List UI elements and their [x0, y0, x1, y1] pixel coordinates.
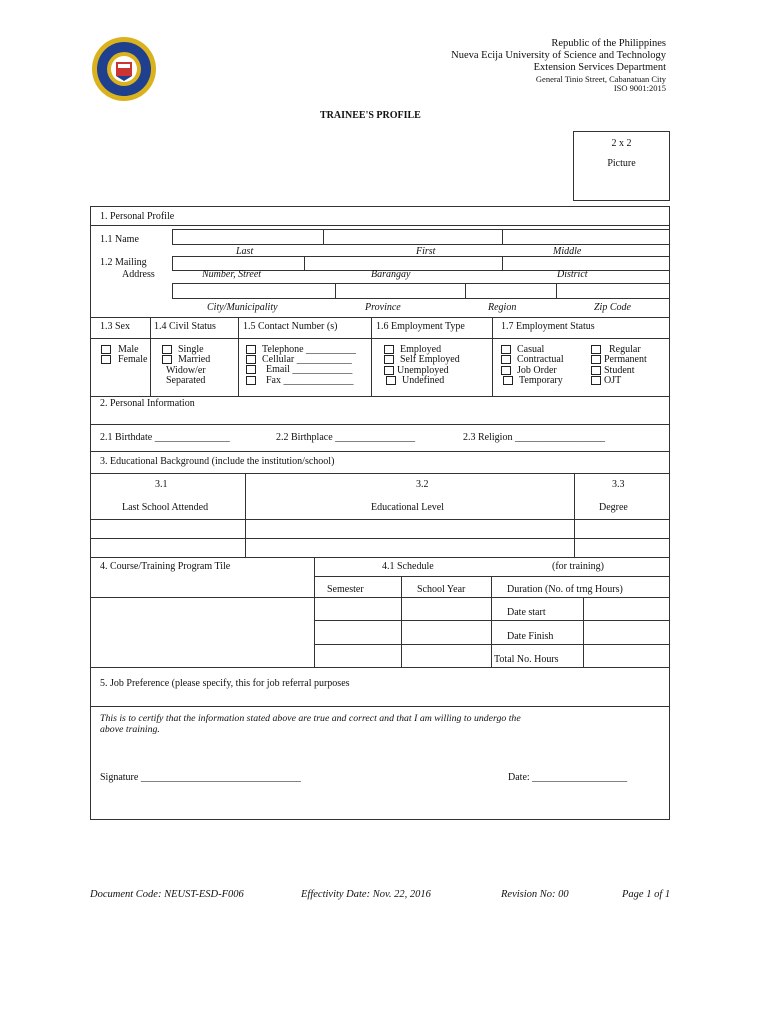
employed-label: Employed	[400, 344, 442, 355]
unemployed-checkbox[interactable]	[384, 366, 394, 375]
header-university: Nueva Ecija University of Science and Technology	[451, 50, 666, 61]
footer-page: Page 1 of 1	[622, 889, 671, 900]
permanent-label: Permanent	[604, 354, 647, 365]
separated-label: Separated	[166, 375, 206, 386]
cellular-label: Cellular ___________	[262, 354, 352, 365]
section5-heading: 5. Job Preference (please specify, this for job referral purposes	[100, 678, 350, 689]
degree-header: Degree	[599, 502, 628, 513]
name-label: 1.1 Name	[100, 234, 139, 245]
address-city-field[interactable]	[172, 283, 336, 299]
single-checkbox[interactable]	[162, 345, 172, 354]
semester-header: Semester	[327, 584, 364, 595]
student-checkbox[interactable]	[591, 366, 601, 375]
address-street-label: Number, Street	[202, 269, 262, 280]
male-label: Male	[118, 344, 139, 355]
duration-header: Duration (No. of trng Hours)	[507, 584, 623, 595]
address-region-label: Region	[488, 302, 517, 313]
male-checkbox[interactable]	[101, 345, 111, 354]
address-region-field[interactable]	[465, 283, 557, 299]
female-label: Female	[118, 354, 148, 365]
picture-label: Picture	[607, 158, 636, 169]
contractual-label: Contractual	[517, 354, 564, 365]
for-training-label: (for training)	[552, 561, 604, 572]
date-field[interactable]: Date: ___________________	[508, 772, 628, 783]
name-first-label: First	[416, 246, 436, 257]
name-middle-field[interactable]	[502, 229, 670, 245]
section3-heading: 3. Educational Background (include the institution/school)	[100, 456, 335, 467]
address-label: Address	[122, 269, 155, 280]
address-district-label: District	[557, 269, 588, 280]
schedule-header: 4.1 Schedule	[382, 561, 434, 572]
permanent-checkbox[interactable]	[591, 355, 601, 364]
address-province-field[interactable]	[335, 283, 466, 299]
name-middle-label: Middle	[553, 246, 582, 257]
header-republic: Republic of the Philippines	[551, 38, 666, 49]
employed-checkbox[interactable]	[384, 345, 394, 354]
edu-col1-num: 3.1	[155, 479, 168, 490]
employment-type-header: 1.6 Employment Type	[376, 321, 465, 332]
name-last-field[interactable]	[172, 229, 324, 245]
self-employed-checkbox[interactable]	[384, 355, 394, 364]
widow-label: Widow/er	[166, 365, 206, 376]
page-title: TRAINEE'S PROFILE	[320, 110, 421, 121]
casual-checkbox[interactable]	[501, 345, 511, 354]
section4-heading: 4. Course/Training Program Tile	[100, 561, 231, 572]
address-city-label: City/Municipality	[207, 302, 278, 313]
contact-header: 1.5 Contact Number (s)	[243, 321, 338, 332]
birthdate-field[interactable]: 2.1 Birthdate _______________	[100, 432, 230, 443]
married-label: Married	[178, 354, 211, 365]
total-hours-label: Total No. Hours	[494, 654, 559, 665]
date-start-label: Date start	[507, 607, 546, 618]
fax-label: Fax ______________	[266, 375, 354, 386]
casual-label: Casual	[517, 344, 545, 355]
address-barangay-label: Barangay	[371, 269, 411, 280]
sex-header: 1.3 Sex	[100, 321, 130, 332]
signature-field[interactable]: Signature ________________________________	[100, 772, 301, 783]
picture-box	[573, 131, 670, 201]
mailing-label: 1.2 Mailing	[100, 257, 147, 268]
employment-status-header: 1.7 Employment Status	[501, 321, 595, 332]
self-employed-label: Self Employed	[400, 354, 460, 365]
telephone-checkbox[interactable]	[246, 345, 256, 354]
footer-doc-code: Document Code: NEUST-ESD-F006	[90, 889, 244, 900]
certify-text-line2: above training.	[100, 724, 160, 735]
contractual-checkbox[interactable]	[501, 355, 511, 364]
married-checkbox[interactable]	[162, 355, 172, 364]
section2-heading: 2. Personal Information	[100, 398, 195, 409]
ojt-checkbox[interactable]	[591, 376, 601, 385]
temporary-label: Temporary	[519, 375, 563, 386]
fax-checkbox[interactable]	[246, 376, 256, 385]
religion-field[interactable]: 2.3 Religion __________________	[463, 432, 605, 443]
email-label: Email ____________	[266, 364, 353, 375]
unemployed-label: Unemployed	[397, 365, 449, 376]
university-seal-logo	[91, 36, 157, 102]
job-order-label: Job Order	[517, 365, 557, 376]
section1-heading: 1. Personal Profile	[100, 211, 175, 222]
edu-col3-num: 3.3	[612, 479, 625, 490]
name-last-label: Last	[236, 246, 254, 257]
header-department: Extension Services Department	[533, 62, 666, 73]
email-checkbox[interactable]	[246, 365, 256, 374]
header-address: General Tinio Street, Cabanatuan City	[535, 74, 666, 84]
school-year-header: School Year	[417, 584, 466, 595]
educational-level-header: Educational Level	[371, 502, 445, 513]
address-province-label: Province	[365, 302, 401, 313]
temporary-checkbox[interactable]	[503, 376, 513, 385]
student-label: Student	[604, 365, 635, 376]
ojt-label: OJT	[604, 375, 622, 386]
regular-checkbox[interactable]	[591, 345, 601, 354]
edu-col2-num: 3.2	[416, 479, 429, 490]
header-iso: ISO 9001:2015	[613, 83, 666, 93]
picture-size: 2 x 2	[611, 138, 632, 149]
civil-status-header: 1.4 Civil Status	[154, 321, 216, 332]
date-finish-label: Date Finish	[507, 631, 554, 642]
regular-label: Regular	[609, 344, 641, 355]
undefined-checkbox[interactable]	[386, 376, 396, 385]
cellular-checkbox[interactable]	[246, 355, 256, 364]
address-zip-field[interactable]	[556, 283, 670, 299]
footer-effectivity: Effectivity Date: Nov. 22, 2016	[301, 889, 431, 900]
certify-text-line1: This is to certify that the information stated above are true and correct and that I am willing to undergo the	[100, 713, 521, 724]
single-label: Single	[178, 344, 204, 355]
female-checkbox[interactable]	[101, 355, 111, 364]
telephone-label: Telephone __________	[262, 344, 357, 355]
footer-revision: Revision No: 00	[501, 889, 569, 900]
last-school-header: Last School Attended	[122, 502, 209, 513]
job-order-checkbox[interactable]	[501, 366, 511, 375]
undefined-label: Undefined	[402, 375, 445, 386]
name-first-field[interactable]	[323, 229, 503, 245]
birthplace-field[interactable]: 2.2 Birthplace ________________	[276, 432, 416, 443]
address-zip-label: Zip Code	[594, 302, 631, 313]
